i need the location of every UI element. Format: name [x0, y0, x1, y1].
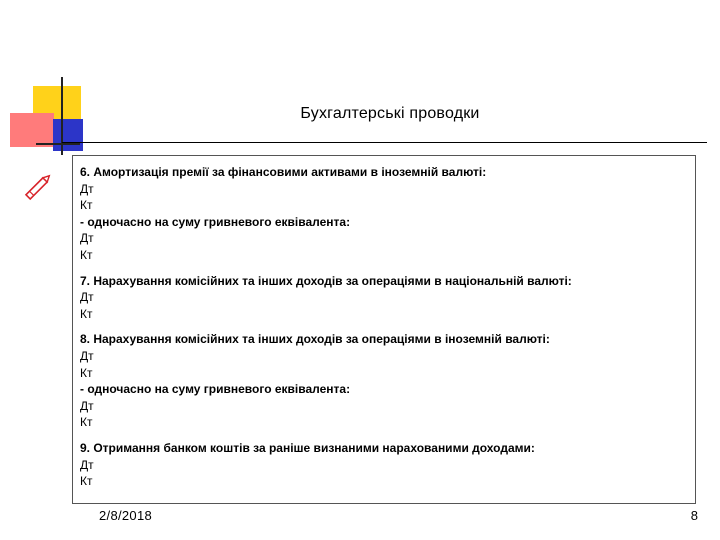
entry-section-6 — [80, 164, 695, 264]
entry-section-8 — [80, 331, 695, 431]
logo-red-square — [10, 113, 54, 147]
footer-date: 2/8/2018 — [99, 508, 153, 523]
credit-line: Кт — [80, 198, 93, 213]
logo-horizontal-line — [36, 143, 80, 145]
equivalent-heading: - одночасно на суму гривневого еквівалента: — [80, 382, 351, 397]
entry-heading: 8. Нарахування комісійних та інших доходів за операціями в іноземній валюті: — [80, 332, 550, 347]
debit-line: Дт — [80, 457, 94, 472]
debit-line: Дт — [80, 290, 94, 305]
equivalent-heading: - одночасно на суму гривневого еквівалента: — [80, 214, 351, 229]
debit-line: Дт — [80, 348, 94, 363]
credit-line: Кт — [80, 306, 93, 321]
entry-heading: 7. Нарахування комісійних та інших доходів за операціями в національній валюті: — [80, 273, 572, 288]
logo-blue-square — [53, 119, 83, 151]
credit-line: Кт — [80, 415, 93, 430]
debit-line: Дт — [80, 231, 94, 246]
credit-line: Кт — [80, 474, 93, 489]
page-number: 8 — [690, 508, 698, 523]
slide-title: Бухгалтерські проводки — [300, 105, 480, 122]
entry-section-9 — [80, 440, 695, 490]
pencil-icon — [21, 170, 55, 204]
entry-heading: 9. Отримання банком коштів за раніше визнаними нарахованими доходами: — [80, 440, 535, 455]
debit-line: Дт — [80, 181, 94, 196]
entry-section-7 — [80, 273, 695, 323]
credit-line: Кт — [80, 247, 93, 262]
debit-line: Дт — [80, 398, 94, 413]
content-box — [72, 155, 696, 504]
title-divider-line — [62, 142, 707, 143]
entry-heading: 6. Амортизація премії за фінансовими активами в іноземній валюті: — [80, 165, 487, 179]
credit-line: Кт — [80, 365, 93, 380]
